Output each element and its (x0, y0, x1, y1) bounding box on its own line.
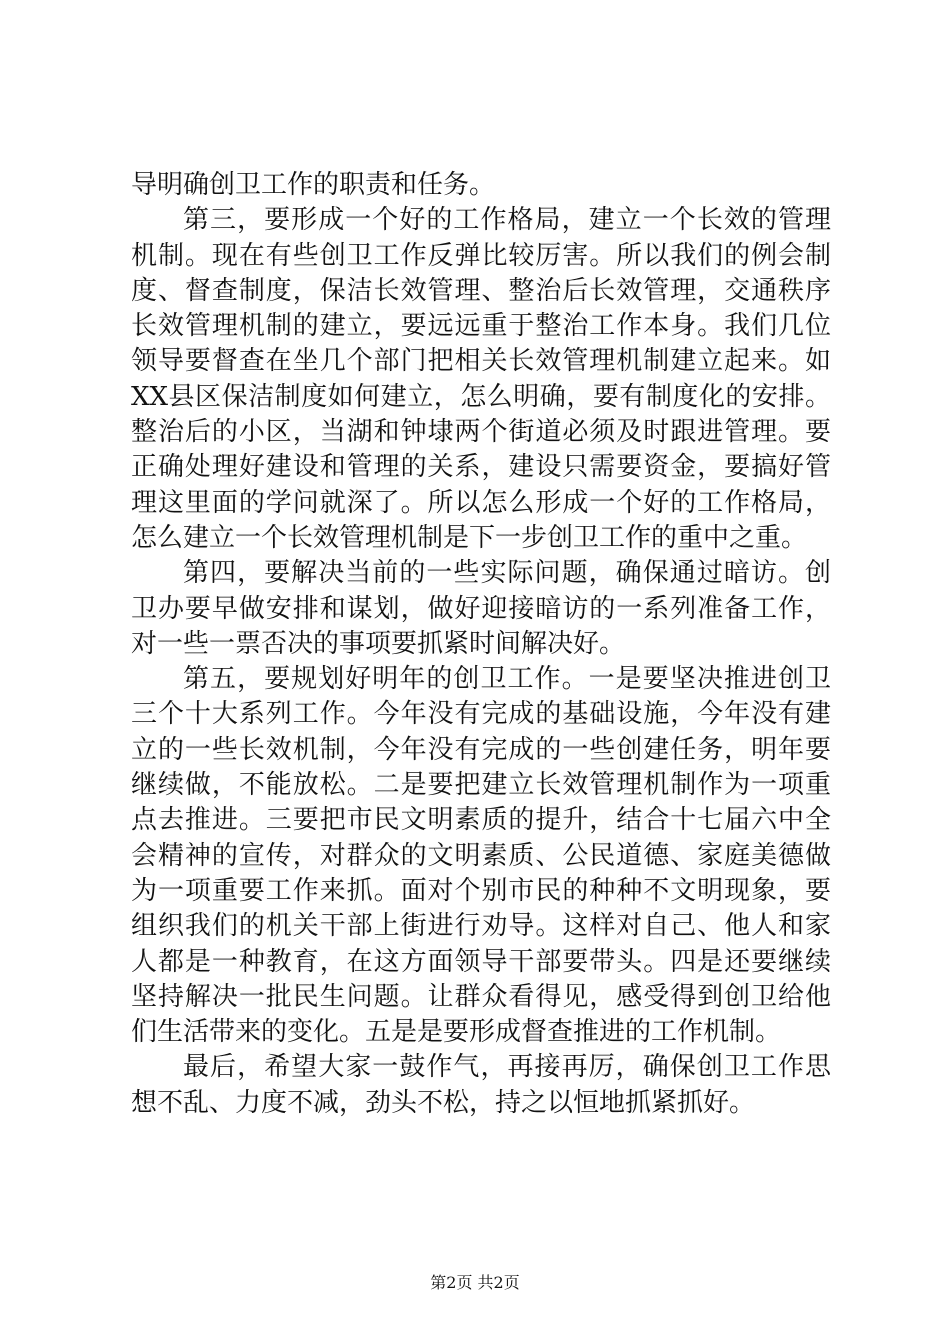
paragraph-fifth-point: 第五，要规划好明年的创卫工作。一是要坚决推进创卫三个十大系列工作。今年没有完成的基础设施，今年没有建立的一些长效机制，今年没有完成的一些创建任务，明年要继续做，不能放松。二是要把建立长效管理机制作为一项重点去推进。三要把市民文明素质的提升，结合十七届六中全会精神的宣传，对群众的文明素质、公民道德、家庭美德做为一项重要工作来抓。面对个别市民的种种不文明现象，要组织我们的机关干部上街进行劝导。这样对自己、他人和家人都是一种教育，在这方面领导干部要带头。四是还要继续坚持解决一批民生问题。让群众看得见，感受得到创卫给他们生活带来的变化。五是是要形成督查推进的工作机制。 (131, 664, 831, 1048)
paragraph-continuation: 导明确创卫工作的职责和任务。 (131, 170, 496, 200)
paragraph-fourth-point: 第四，要解决当前的一些实际问题，确保通过暗访。创卫办要早做安排和谋划，做好迎接暗访的一系列准备工作，对一些一票否决的事项要抓紧时间解决好。 (131, 558, 831, 659)
page-number-footer: 第2页 共2页 (430, 1273, 520, 1292)
paragraph-third-point: 第三，要形成一个好的工作格局，建立一个长效的管理机制。现在有些创卫工作反弹比较厉害。所以我们的例会制度、督查制度，保洁长效管理、整治后长效管理，交通秩序长效管理机制的建立，要远远重于整治工作本身。我们几位领导要督查在坐几个部门把相关长效管理机制建立起来。如XX县区保洁制度如何建立，怎么明确，要有制度化的安排。整治后的小区，当湖和钟埭两个街道必须及时跟进管理。要正确处理好建设和管理的关系，建设只需要资金，要搞好管理这里面的学问就深了。所以怎么形成一个好的工作格局，怎么建立一个长效管理机制是下一步创卫工作的重中之重。 (131, 205, 831, 553)
paragraph-conclusion: 最后，希望大家一鼓作气，再接再厉，确保创卫工作思想不乱、力度不减，劲头不松，持之以恒地抓紧抓好。 (131, 1052, 831, 1118)
document-body (131, 168, 831, 1121)
